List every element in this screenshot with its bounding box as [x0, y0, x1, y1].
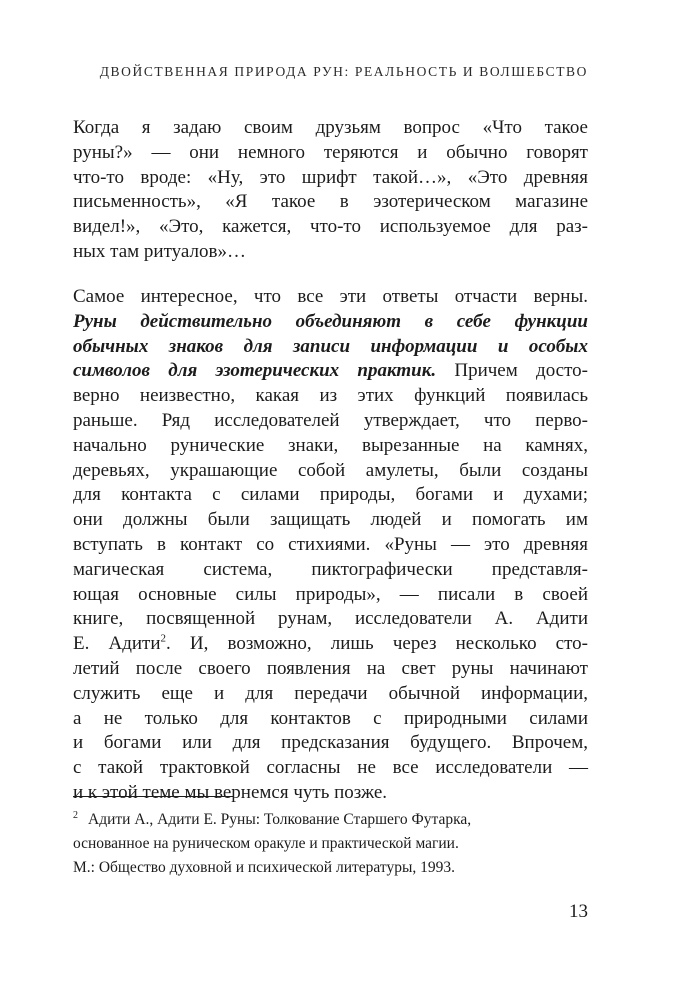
text-line: они должны были защищать людей и помогать им [73, 509, 588, 531]
text-line: а не только для контактов с природными силами [73, 707, 588, 729]
text-line: Когда я задаю своим друзьям вопрос «Что такое [73, 117, 588, 138]
text-line: книге, посвященной рунам, исследователи А. Адити [73, 608, 588, 630]
text-line: начально рунические знаки, вырезанные на камнях, [73, 434, 588, 456]
text-line: что-то вроде: «Ну, это шрифт такой…», «Это древняя [73, 166, 588, 188]
text-line [73, 359, 588, 384]
footnote-number: 2 [73, 809, 78, 821]
text-run: Причем досто- [436, 360, 588, 382]
paragraph-1 [73, 116, 588, 265]
text-line: для контакта с силами природы, богами и духами; [73, 484, 588, 506]
paragraph-2 [73, 285, 588, 806]
text-line: видел!», «Это, кажется, что-то используемое для раз- [73, 216, 588, 238]
text-line: верно неизвестно, какая из этих функций появилась [73, 385, 588, 407]
text-line: письменность», «Я такое в эзотерическом магазине [73, 191, 588, 213]
footnote-divider [73, 796, 233, 797]
footnote-line [73, 808, 588, 832]
text-line: ных там ритуалов»… [73, 240, 246, 262]
footnote-line: М.: Общество духовной и психической литературы, 1993. [73, 859, 455, 876]
text-line: с такой трактовкой согласны не все исследователи — [73, 757, 588, 779]
emphasis-line: обычных знаков для записи информации и особых [73, 335, 588, 357]
text-line: руны?» — они немного теряются и обычно говорят [73, 141, 588, 163]
text-line: и богами или для предсказания будущего. Впрочем, [73, 732, 588, 754]
footnote-text: Адити А., Адити Е. Руны: Толкование Старшего Футарка, [88, 811, 472, 828]
emphasis-text: символов для эзотерических практик. [73, 360, 437, 382]
running-header: ДВОЙСТВЕННАЯ ПРИРОДА РУН: РЕАЛЬНОСТЬ И ВОЛШЕБСТВО [99, 64, 588, 79]
text-line: ющая основные силы природы», — писали в своей [73, 583, 588, 605]
text-line: летий после своего появления на свет руны начинают [73, 657, 588, 679]
text-run: Е. Адити [73, 633, 161, 655]
text-line: и к этой теме мы вернемся чуть позже. [73, 781, 388, 803]
text-line [73, 632, 588, 657]
text-run: . И, возможно, лишь через несколько сто- [166, 633, 588, 655]
page-number: 13 [569, 901, 588, 922]
text-line: деревьях, украшающие собой амулеты, были созданы [73, 459, 588, 481]
text-line: раньше. Ряд исследователей утверждает, что перво- [73, 409, 588, 431]
footnote-line: основанное на руническом оракуле и практической магии. [73, 835, 459, 852]
emphasis-line: Руны действительно объединяют в себе функции [73, 310, 588, 332]
footnote [73, 808, 588, 880]
footnote-reference[interactable]: 2 [160, 632, 167, 645]
text-line: Самое интересное, что все эти ответы отчасти верны. [73, 286, 588, 307]
text-line: вступать в контакт со стихиями. «Руны — это древняя [73, 533, 588, 555]
text-line: служить еще и для передачи обычной информации, [73, 682, 588, 704]
text-line: магическая система, пиктографически представля- [73, 558, 588, 580]
